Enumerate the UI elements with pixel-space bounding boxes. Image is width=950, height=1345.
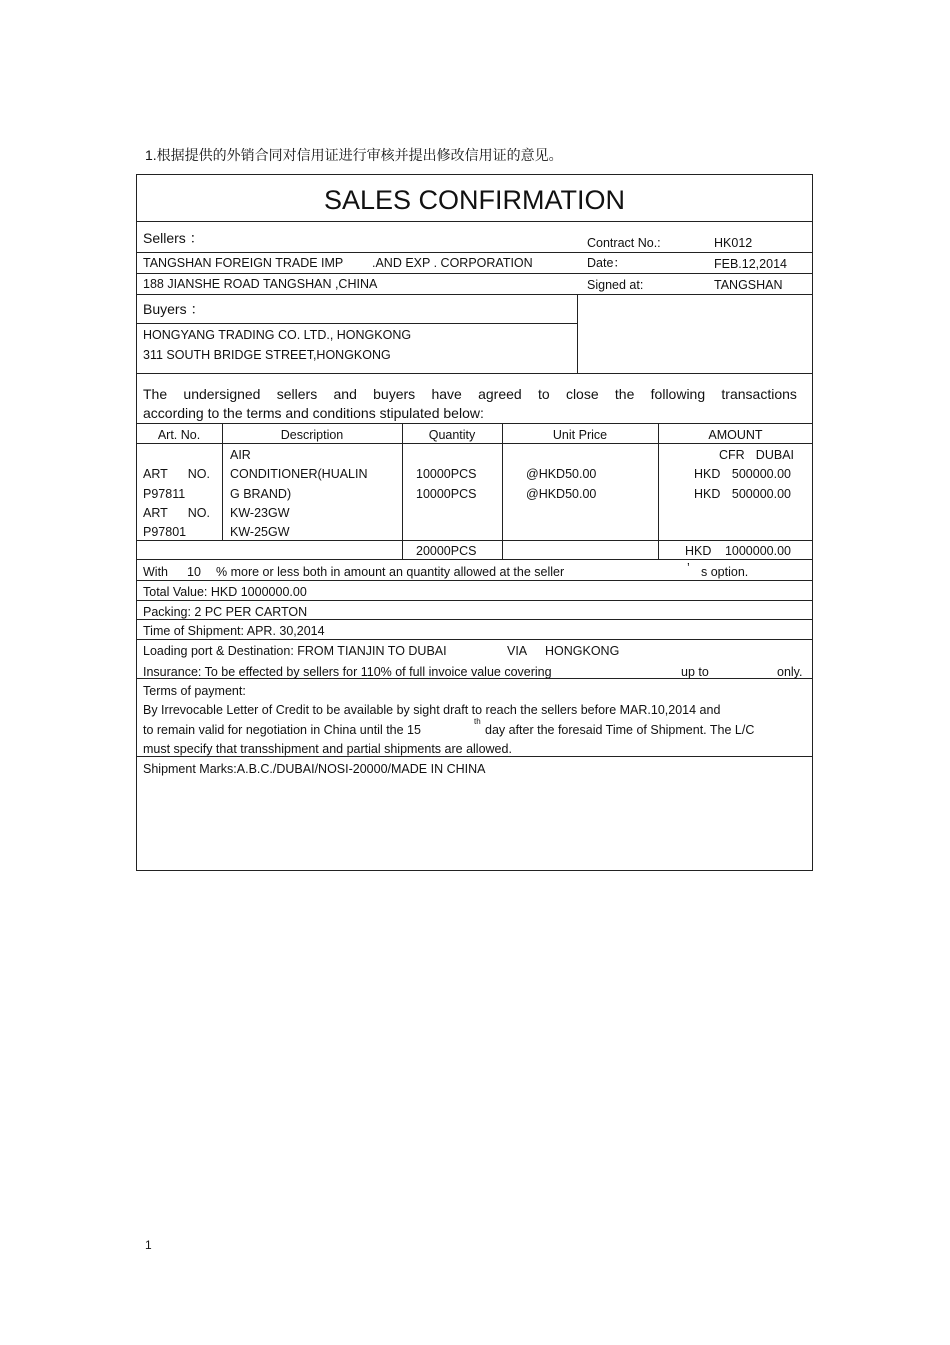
divider [136, 423, 813, 424]
divider [136, 600, 813, 601]
instruction-text: 1.根据提供的外销合同对信用证进行审核并提出修改信用证的意见。 [145, 147, 563, 163]
art-no-value: P97801 [143, 525, 187, 539]
divider [577, 294, 578, 373]
description-line: KW-25GW [230, 525, 290, 539]
header-description: Description [280, 428, 344, 442]
quantity-value: 10000PCS [416, 467, 477, 481]
intro-word: The [143, 386, 168, 402]
loading-via: VIA [507, 644, 528, 658]
tolerance-option: s option. [701, 565, 749, 579]
insurance-up-to: up to [681, 665, 709, 679]
signed-at-value: TANGSHAN [714, 278, 783, 292]
amount-currency: HKD [685, 544, 712, 558]
art-no-word: NO. [187, 467, 210, 481]
divider [136, 373, 813, 374]
intro-word: to [537, 386, 550, 402]
packing: Packing: 2 PC PER CARTON [143, 605, 308, 619]
buyers-name: HONGYANG TRADING CO. LTD., HONGKONG [143, 328, 412, 342]
payment-line-3: must specify that transshipment and partial shipments are allowed. [143, 742, 512, 756]
intro-word: agreed [478, 386, 522, 402]
total-amount [685, 544, 791, 558]
art-no-word: NO. [187, 506, 210, 520]
payment-line-2a: to remain valid for negotiation in China until the 15 [143, 723, 421, 737]
payment-superscript: th [474, 717, 481, 726]
amount-word: CFR [719, 448, 745, 462]
amount-number: 1000000.00 [724, 544, 791, 558]
date-label: Date： [587, 256, 626, 270]
insurance: Insurance: To be effected by sellers for 110% of full invoice value covering [143, 665, 552, 679]
amount-value [694, 467, 791, 481]
total-value: Total Value: HKD 1000000.00 [143, 585, 307, 599]
intro-line-2: according to the terms and conditions stipulated below: [143, 405, 484, 421]
amount-currency: HKD [694, 487, 721, 501]
header-art-no: Art. No. [157, 428, 201, 442]
divider [136, 756, 813, 757]
unit-price-value: @HKD50.00 [526, 467, 597, 481]
amount-trade-term [719, 448, 794, 462]
buyers-label: Buyers ： [143, 301, 205, 317]
amount-currency: HKD [694, 467, 721, 481]
amount-number: 500000.00 [731, 487, 791, 501]
page-number: 1 [145, 1238, 152, 1252]
intro-word: close [565, 386, 599, 402]
art-no-line [143, 506, 210, 520]
divider [658, 423, 659, 559]
intro-word: following [650, 386, 706, 402]
tolerance-text: % more or less both in amount an quantity allowed at the seller [216, 565, 565, 579]
divider [136, 273, 813, 274]
art-no-word: ART [143, 506, 168, 520]
divider [136, 323, 577, 324]
divider [136, 443, 813, 444]
sellers-name-part1: TANGSHAN FOREIGN TRADE IMP [143, 256, 344, 270]
art-no-word: ART [143, 467, 168, 481]
description-line: CONDITIONER(HUALIN [230, 467, 368, 481]
intro-word: have [431, 386, 462, 402]
intro-word: undersigned [183, 386, 261, 402]
tolerance-percent: 10 [187, 565, 201, 579]
date-value: FEB.12,2014 [714, 257, 787, 271]
intro-word: buyers [373, 386, 416, 402]
signed-at-label: Signed at: [587, 278, 644, 292]
header-quantity: Quantity [428, 428, 476, 442]
contract-no-value: HK012 [714, 236, 753, 250]
header-amount: AMOUNT [708, 428, 763, 442]
loading-transit: HONGKONG [545, 644, 620, 658]
time-of-shipment: Time of Shipment: APR. 30,2014 [143, 624, 325, 638]
amount-value [694, 487, 791, 501]
unit-price-value: @HKD50.00 [526, 487, 597, 501]
amount-number: 500000.00 [731, 467, 791, 481]
total-quantity: 20000PCS [416, 544, 477, 558]
divider [136, 221, 813, 222]
header-unit-price: Unit Price [552, 428, 608, 442]
payment-line-2b: day after the foresaid Time of Shipment. The L/C [485, 723, 755, 737]
description-line: KW-23GW [230, 506, 290, 520]
loading-port: Loading port & Destination: FROM TIANJIN TO DUBAI [143, 644, 447, 658]
quantity-value: 10000PCS [416, 487, 477, 501]
shipment-marks: Shipment Marks:A.B.C./DUBAI/NOSI-20000/MADE IN CHINA [143, 762, 486, 776]
intro-word: the [614, 386, 635, 402]
intro-word: transactions [721, 386, 797, 402]
intro-word: sellers [276, 386, 318, 402]
description-line: AIR [230, 448, 251, 462]
description-line: G BRAND) [230, 487, 292, 501]
divider [136, 619, 813, 620]
divider [136, 294, 813, 295]
tolerance-apostrophe: ’ [687, 561, 690, 575]
payment-label: Terms of payment: [143, 684, 246, 698]
intro-word: and [333, 386, 357, 402]
divider [136, 559, 813, 560]
contract-no-label: Contract No.: [587, 236, 661, 250]
payment-line-1: By Irrevocable Letter of Credit to be available by sight draft to reach the sellers before MAR.10,2014 and [143, 703, 721, 717]
insurance-only: only. [777, 665, 803, 679]
sellers-address: 188 JIANSHE ROAD TANGSHAN ,CHINA [143, 277, 378, 291]
divider [136, 252, 813, 253]
amount-word: DUBAI [755, 448, 794, 462]
intro-line-1 [143, 386, 797, 402]
buyers-address: 311 SOUTH BRIDGE STREET,HONGKONG [143, 348, 391, 362]
art-no-line [143, 467, 210, 481]
tolerance-with: With [143, 565, 168, 579]
divider [136, 540, 813, 541]
divider [136, 639, 813, 640]
sellers-name-part2: .AND EXP . CORPORATION [372, 256, 533, 270]
divider [502, 423, 503, 559]
document-title: SALES CONFIRMATION [323, 185, 626, 215]
divider [136, 580, 813, 581]
divider [402, 423, 403, 559]
art-no-value: P97811 [143, 487, 186, 501]
sellers-label: Sellers ： [143, 230, 204, 246]
